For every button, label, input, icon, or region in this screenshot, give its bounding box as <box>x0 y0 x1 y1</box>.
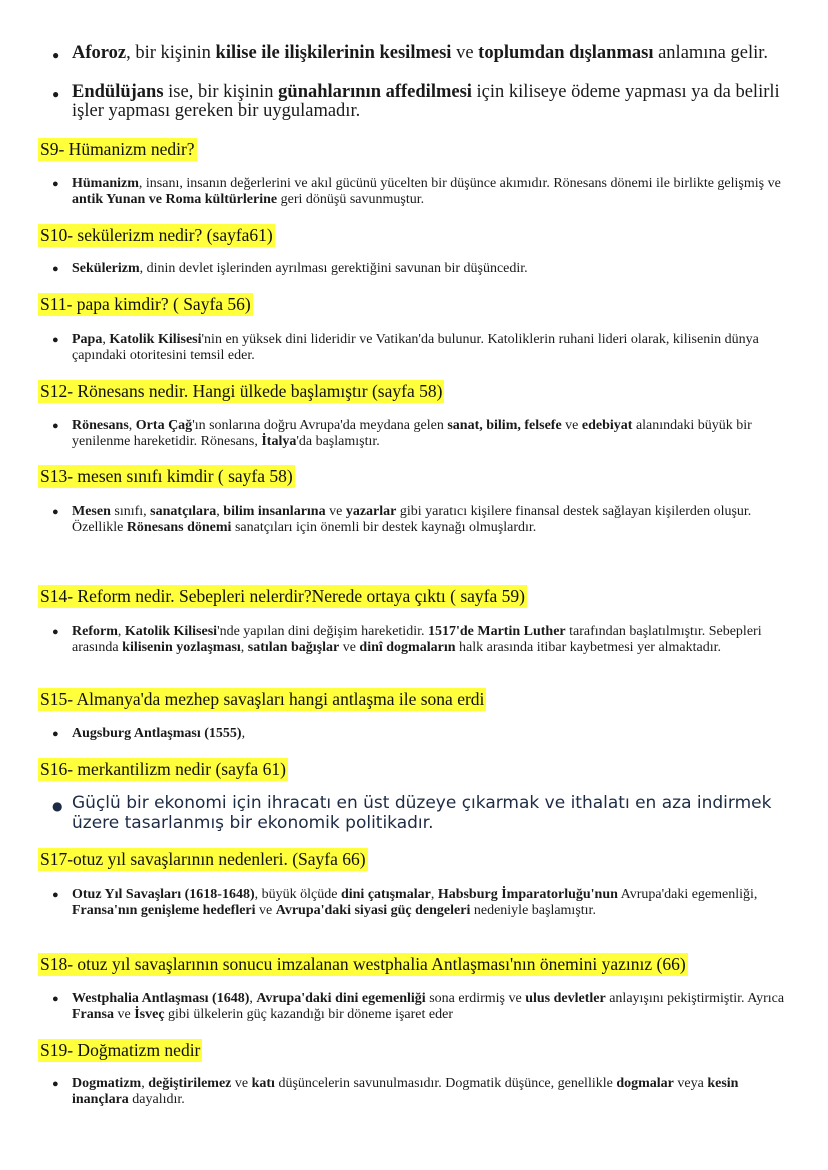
question-s11: S11- papa kimdir? ( Sayfa 56) <box>40 294 251 314</box>
answer-s16: ● Güçlü bir ekonomi için ihracatı en üst düzeye çıkarmak ve ithalatı en aza indirmek üzere tasarlanmış bir ekonomik politikadır. <box>72 793 794 833</box>
question-s18: S18- otuz yıl savaşlarının sonucu imzalanan westphalia Antlaşması'nın önemini yazınız (66) <box>40 954 686 974</box>
question-s14: S14- Reform nedir. Sebepleri nelerdir?Nerede ortaya çıktı ( sayfa 59) <box>40 586 525 606</box>
question-s13: S13- mesen sınıfı kimdir ( sayfa 58) <box>40 466 293 486</box>
answer-s13: ● Mesen sınıfı, sanatçılara, bilim insanlarına ve yazarlar gibi yaratıcı kişilere finansal destek sağlayan kişilerden oluşur. Özellikle Rönesans dönemi sanatçıları için önemli bir destek kaynağı olmuşlardır. <box>72 504 794 536</box>
aforoz-bullet: ● Aforoz, bir kişinin kilise ile ilişkilerinin kesilmesi ve toplumdan dışlanması anlamına gelir. <box>72 44 794 63</box>
answer-s17: ● Otuz Yıl Savaşları (1618-1648), büyük ölçüde dini çatışmalar, Habsburg İmparatorluğu'nun Avrupa'daki egemenliği, Fransa'nın genişleme hedefleri ve Avrupa'daki siyasi güç dengeleri nedeniyle başlamıştır. <box>72 887 794 919</box>
question-s12: S12- Rönesans nedir. Hangi ülkede başlamıştır (sayfa 58) <box>40 381 443 401</box>
question-s17: S17-otuz yıl savaşlarının nedenleri. (Sayfa 66) <box>40 849 366 869</box>
question-s9: S9- Hümanizm nedir? <box>40 139 195 159</box>
answer-s11: ● Papa, Katolik Kilisesi'nin en yüksek dini lideridir ve Vatikan'da bulunur. Katoliklerin ruhani lideri olarak, kilisenin dünya çapındaki otoritesini temsil eder. <box>72 332 794 364</box>
question-s15: S15- Almanya'da mezhep savaşları hangi antlaşma ile sona erdi <box>40 689 485 709</box>
answer-s15: ● Augsburg Antlaşması (1555), <box>72 726 794 742</box>
answer-s12: ● Rönesans, Orta Çağ'ın sonlarına doğru Avrupa'da meydana gelen sanat, bilim, felsefe ve edebiyat alanındaki büyük bir yenilenme hareketidir. Rönesans, İtalya'da başlamıştır. <box>72 418 794 450</box>
answer-s18: ● Westphalia Antlaşması (1648), Avrupa'daki dini egemenliği sona erdirmiş ve ulus devletler anlayışını pekiştirmiştir. Ayrıca Fransa ve İsveç gibi ülkelerin güç kazandığı bir döneme işaret eder <box>72 991 794 1023</box>
answer-s14: ● Reform, Katolik Kilisesi'nde yapılan dini değişim hareketidir. 1517'de Martin Luther tarafından başlatılmıştır. Sebepleri arasında kilisenin yozlaşması, satılan bağışlar ve dinî dogmaların halk arasında itibar kaybetmesi yer almaktadır. <box>72 624 794 656</box>
answer-s10: ● Sekülerizm, dinin devlet işlerinden ayrılması gerektiğini savunan bir düşüncedir. <box>72 261 794 277</box>
question-s16: S16- merkantilizm nedir (sayfa 61) <box>40 759 286 779</box>
endulujans-bullet: ● Endülüjans ise, bir kişinin günahlarının affedilmesi için kiliseye ödeme yapması ya da belirli işler yapması gereken bir uygulamadır. <box>72 83 794 121</box>
answer-s9: ● Hümanizm, insanı, insanın değerlerini ve akıl gücünü yücelten bir düşünce akımıdır. Rönesans dönemi ile birlikte gelişmiş ve antik Yunan ve Roma kültürlerine geri dönüşü savunmuştur. <box>72 176 794 208</box>
question-s10: S10- sekülerizm nedir? (sayfa61) <box>40 225 273 245</box>
question-s19: S19- Doğmatizm nedir <box>40 1040 201 1060</box>
answer-s19: ● Dogmatizm, değiştirilemez ve katı düşüncelerin savunulmasıdır. Dogmatik düşünce, genellikle dogmalar veya kesin inançlara dayalıdır. <box>72 1076 794 1108</box>
